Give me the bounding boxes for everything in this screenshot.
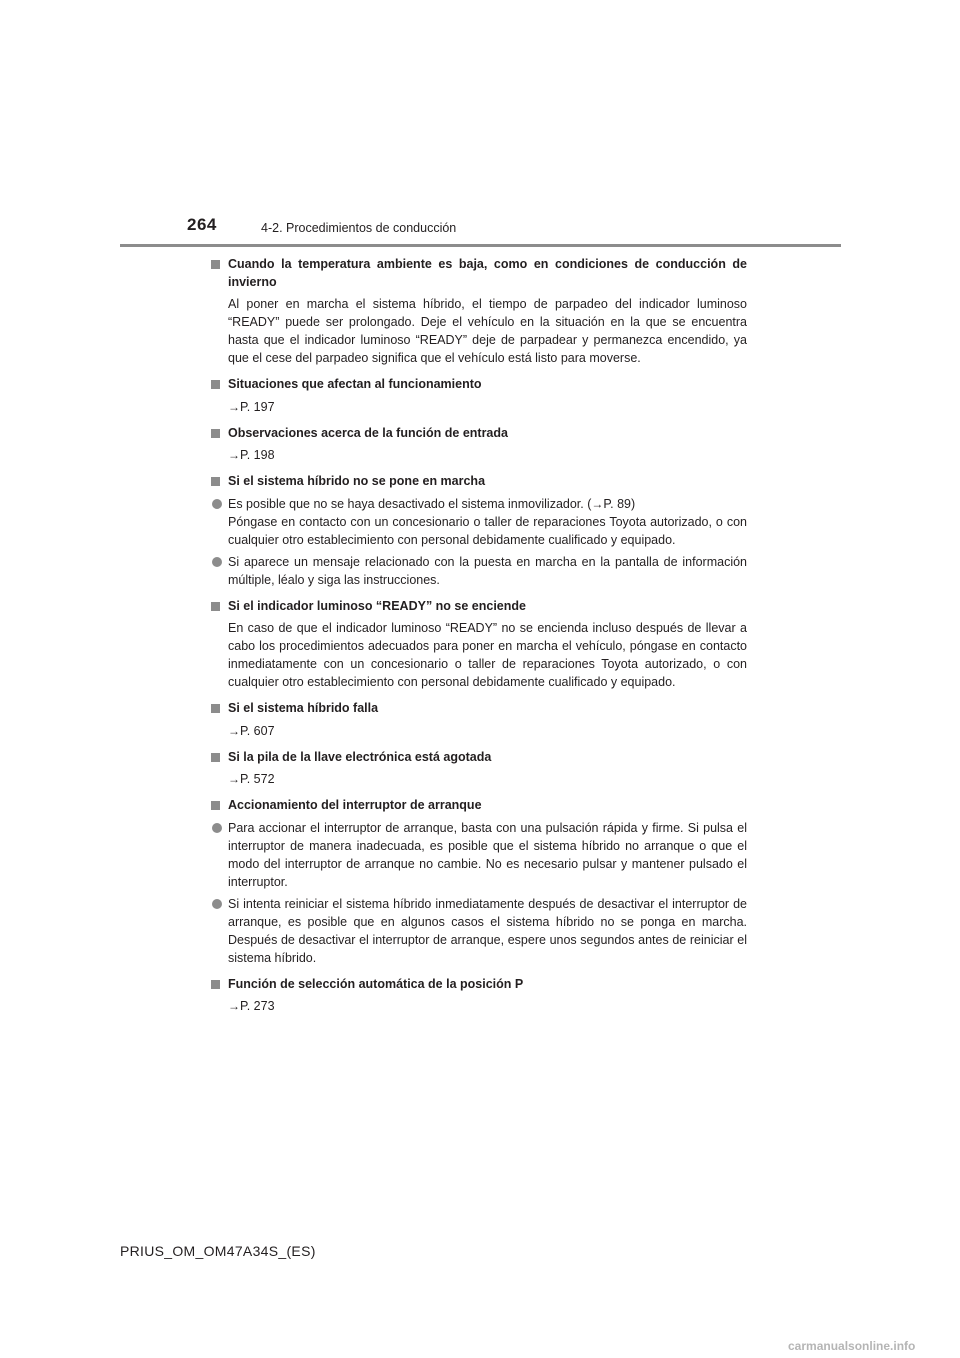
round-bullet-icon <box>212 823 222 833</box>
header-rule <box>120 244 841 247</box>
section-heading: Cuando la temperatura ambiente es baja, como en condiciones de conducción de invierno <box>211 256 747 291</box>
list-item: Si intenta reiniciar el sistema híbrido inmediatamente después de desactivar el interruptor de arranque, es posible que en algunos casos el sistema híbrido no se ponga en marcha. Después de desactivar el interruptor de arranque, espere unos segundos antes de reiniciar el sistema híbrido. <box>211 895 747 967</box>
round-bullet-icon <box>212 899 222 909</box>
section-ready-not-on <box>211 598 747 692</box>
arrow-right-icon: → <box>228 399 240 414</box>
section-entry-function <box>211 425 747 465</box>
page-number: 264 <box>187 215 217 234</box>
document-id: PRIUS_OM_OM47A34S_(ES) <box>120 1243 316 1259</box>
section-hybrid-fails <box>211 700 747 740</box>
section-heading: Si el indicador luminoso “READY” no se enciende <box>211 598 747 616</box>
section-heading: Si la pila de la llave electrónica está agotada <box>211 749 747 767</box>
list-item: Para accionar el interruptor de arranque, basta con una pulsación rápida y firme. Si pulsa el interruptor de manera inadecuada, es posible que el sistema híbrido no arranque o que el modo del interruptor de arranque no cambie. No es necesario pulsar y mantener pulsado el interruptor. <box>211 819 747 891</box>
section-hybrid-not-start <box>211 473 747 589</box>
arrow-right-icon: → <box>228 723 240 738</box>
square-bullet-icon <box>211 380 220 389</box>
arrow-right-icon: → <box>228 772 240 786</box>
square-bullet-icon <box>211 429 220 438</box>
section-auto-p-position <box>211 976 747 1016</box>
list-item: Si aparece un mensaje relacionado con la puesta en marcha en la pantalla de información múltiple, léalo y siga las instrucciones. <box>211 553 747 589</box>
section-heading: Observaciones acerca de la función de entrada <box>211 425 747 443</box>
round-bullet-icon <box>212 499 222 509</box>
arrow-right-icon: → <box>591 496 604 511</box>
section-heading: Accionamiento del interruptor de arranque <box>211 797 747 815</box>
section-text: En caso de que el indicador luminoso “READY” no se encienda incluso después de llevar a cabo los procedimientos adecuados para poner en marcha el vehículo, póngase en contacto inmediatamente con un concesionario o taller de reparaciones Toyota autorizado, o con cualquier otro establecimiento con personal debidamente cualificado y equipado. <box>228 621 747 689</box>
section-heading: Si el sistema híbrido falla <box>211 700 747 718</box>
square-bullet-icon <box>211 753 220 762</box>
page-reference[interactable]: →P. 607 <box>228 723 275 738</box>
page-reference[interactable]: →P. 198 <box>228 448 275 462</box>
page-reference[interactable]: →P. 273 <box>228 999 275 1013</box>
watermark: carmanualsonline.info <box>788 1339 916 1353</box>
page-reference[interactable]: →P. 572 <box>228 772 275 786</box>
round-bullet-icon <box>212 557 222 567</box>
section-heading: Si el sistema híbrido no se pone en marcha <box>211 473 747 491</box>
square-bullet-icon <box>211 260 220 269</box>
section-heading: Situaciones que afectan al funcionamiento <box>211 376 747 394</box>
square-bullet-icon <box>211 980 220 989</box>
page-content <box>211 256 747 1024</box>
section-cold-temperature <box>211 256 747 367</box>
section-title: 4-2. Procedimientos de conducción <box>261 221 457 235</box>
square-bullet-icon <box>211 704 220 713</box>
section-situations <box>211 376 747 416</box>
square-bullet-icon <box>211 801 220 810</box>
list-item: Es posible que no se haya desactivado el sistema inmovilizador. (→P. 89) Póngase en contacto con un concesionario o taller de reparaciones Toyota autorizado, o con cualquier otro establecimiento con personal debidamente cualificado y equipado. <box>211 495 747 549</box>
square-bullet-icon <box>211 477 220 486</box>
square-bullet-icon <box>211 602 220 611</box>
section-heading: Función de selección automática de la posición P <box>211 976 747 994</box>
page-reference[interactable]: →P. 197 <box>228 399 275 414</box>
section-text: Al poner en marcha el sistema híbrido, el tiempo de parpadeo del indicador luminoso “READY” puede ser prolongado. Deje el vehículo en la situación en la que se encuentra hasta que el indicador luminoso “READY” deje de parpadear y permanezca encendido, ya que el cese del parpadeo significa que el vehículo está listo para moverse. <box>228 297 747 365</box>
arrow-right-icon: → <box>228 448 240 462</box>
page-reference[interactable]: →P. 89 <box>591 496 631 511</box>
section-key-battery <box>211 749 747 789</box>
arrow-right-icon: → <box>228 999 240 1013</box>
section-power-switch <box>211 797 747 967</box>
